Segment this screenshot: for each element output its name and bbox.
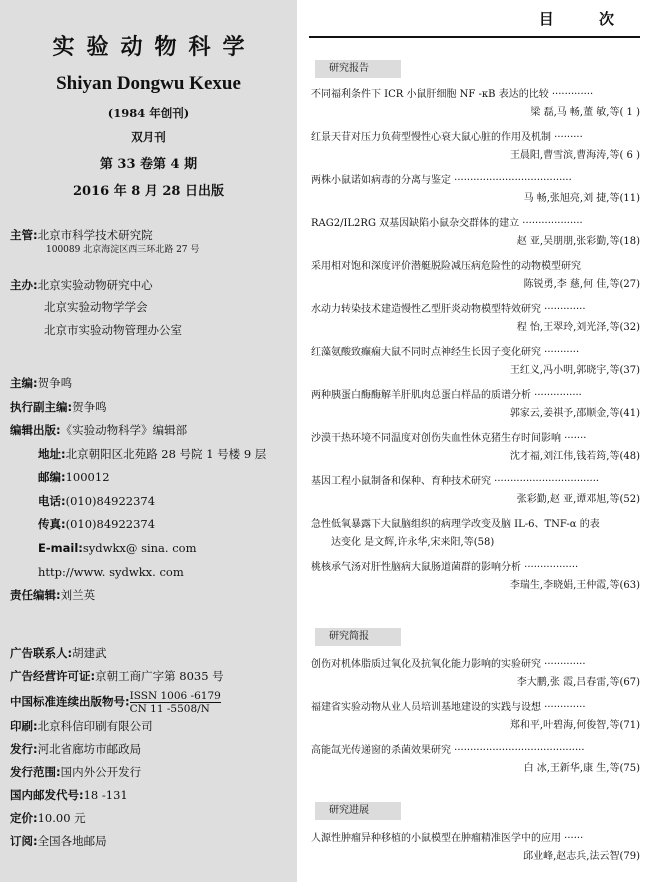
toc-entry[interactable] bbox=[311, 129, 640, 165]
toc-entry[interactable] bbox=[311, 656, 640, 692]
editor-label: 主编: bbox=[10, 376, 38, 390]
sponsor-2: 北京实验动物学学会 bbox=[44, 300, 148, 315]
publishing-block bbox=[10, 642, 224, 853]
postal-code: 18 -131 bbox=[83, 788, 128, 803]
toc-entry[interactable] bbox=[311, 699, 640, 735]
exec-editor-label: 执行副主编: bbox=[10, 399, 73, 414]
subscribe: 全国各地邮局 bbox=[37, 834, 107, 849]
article-title: RAG2/IL2RG 双基因缺陷小鼠杂交群体的建立 ··················· bbox=[311, 218, 583, 229]
toc-entry[interactable] bbox=[311, 301, 640, 337]
article-authors: 马 畅,张旭亮,刘 捷,等(11) bbox=[523, 193, 640, 204]
sponsor-label: 主办: bbox=[10, 278, 38, 292]
postcode: 100012 bbox=[65, 470, 110, 485]
publication-date: 2016 年 8 月 28 日出版 bbox=[73, 184, 224, 199]
toc-entry[interactable] bbox=[311, 215, 640, 251]
phone: (010)84922374 bbox=[65, 493, 156, 508]
issn: ISSN 1006 -6179 bbox=[129, 690, 221, 702]
toc-entry[interactable] bbox=[311, 473, 640, 509]
resp-editor-label: 责任编辑: bbox=[10, 588, 61, 603]
toc-entry[interactable] bbox=[311, 344, 640, 380]
toc-panel bbox=[309, 0, 640, 882]
ad-license: 京朝工商广字第 8035 号 bbox=[95, 669, 224, 683]
toc-entry[interactable] bbox=[311, 258, 640, 294]
website-link[interactable]: http://www. sydwkx. com bbox=[38, 564, 184, 579]
toc-entry[interactable] bbox=[311, 387, 640, 423]
serial-label: 中国标准连续出版物号: bbox=[10, 694, 130, 709]
article-title: 采用相对饱和深度评价潜艇脱险减压病危险性的动物模型研究 bbox=[311, 261, 581, 272]
article-title: 急性低氧暴露下大鼠脑组织的病理学改变及脑 IL-6、TNF-α 的表 bbox=[311, 519, 600, 530]
sponsor-block bbox=[10, 274, 182, 341]
scope: 国内外公开发行 bbox=[60, 765, 142, 780]
sponsor-1: 北京实验动物研究中心 bbox=[37, 278, 153, 292]
article-title: 创伤对机体脂质过氧化及抗氧化能力影响的实验研究 ············· bbox=[311, 659, 586, 670]
exec-editor: 贺争鸣 bbox=[72, 399, 107, 414]
ad-license-label: 广告经营许可证: bbox=[10, 669, 96, 683]
article-authors: 张彩勤,赵 亚,谭邓旭,等(52) bbox=[516, 494, 640, 505]
publisher: 《实验动物科学》编辑部 bbox=[60, 423, 188, 438]
phone-label: 电话: bbox=[38, 493, 66, 508]
article-authors: 沈才福,刘江伟,钱若筠,等(48) bbox=[509, 451, 640, 462]
price-label: 定价: bbox=[10, 811, 38, 826]
toc-entry[interactable] bbox=[311, 172, 640, 208]
toc-entry[interactable] bbox=[311, 830, 640, 866]
masthead bbox=[0, 0, 297, 199]
article-authors: 邱业峰,赵志兵,法云智(79) bbox=[523, 851, 640, 862]
article-authors: 程 怡,王翠玲,刘光泽,等(32) bbox=[516, 322, 640, 333]
founded-year: (1984 年创刊) bbox=[107, 106, 190, 120]
fax: (010)84922374 bbox=[65, 517, 156, 532]
subscribe-label: 订阅: bbox=[10, 834, 38, 849]
supervisor: 北京市科学技术研究院 bbox=[37, 228, 153, 242]
email-label: E-mail: bbox=[38, 540, 83, 555]
toc-entry[interactable] bbox=[311, 559, 640, 595]
toc-entry[interactable] bbox=[311, 86, 640, 122]
article-authors: 李瑞生,李晓娟,王仲霞,等(63) bbox=[509, 580, 640, 591]
supervisor-address: 100089 北京海淀区西三环北路 27 号 bbox=[46, 244, 200, 255]
cn-number: CN 11 -5508/N bbox=[129, 703, 210, 716]
article-title: 红藻氨酸致癫痫大鼠不同时点神经生长因子变化研究 ··········· bbox=[311, 347, 580, 358]
article-authors: 李大鹏,张 霞,吕春雷,等(67) bbox=[516, 677, 640, 688]
article-title: 两株小鼠诺如病毒的分离与鉴定 ····································· bbox=[311, 175, 572, 186]
article-title: 基因工程小鼠制备和保种、育种技术研究 ································· bbox=[311, 476, 600, 487]
fax-label: 传真: bbox=[38, 517, 66, 532]
supervisor-label: 主管: bbox=[10, 228, 38, 242]
section-brief-reports: 研究简报 bbox=[315, 628, 401, 646]
article-authors: 达变化 是文辉,许永华,宋来阳,等(58) bbox=[331, 537, 495, 548]
ad-contact: 胡建武 bbox=[72, 646, 107, 660]
article-authors: 王晨阳,曹雪滨,曹海涛,等( 6 ) bbox=[509, 150, 640, 161]
address: 北京朝阳区北苑路 28 号院 1 号楼 9 层 bbox=[65, 446, 267, 461]
email-link[interactable]: sydwkx@ sina. com bbox=[82, 540, 197, 555]
article-title: 福建省实验动物从业人员培训基地建设的实践与设想 ············· bbox=[311, 702, 586, 713]
article-title: 沙漠干热环境不同温度对创伤失血性休克猪生存时间影响 ······· bbox=[311, 433, 587, 444]
article-title: 桃核承气汤对肝性脑病大鼠肠道菌群的影响分析 ················· bbox=[311, 562, 579, 573]
article-title: 红景天苷对压力负荷型慢性心衰大鼠心脏的作用及机制 ········· bbox=[311, 132, 583, 143]
section-research-progress: 研究进展 bbox=[315, 802, 401, 820]
address-label: 地址: bbox=[38, 446, 66, 461]
serial-numbers bbox=[130, 690, 221, 715]
distributor: 河北省廊坊市邮政局 bbox=[37, 742, 142, 757]
article-title: 不同福利条件下 ICR 小鼠肝细胞 NF -κB 表达的比较 ············· bbox=[311, 89, 594, 100]
article-authors: 陈锐勇,李 慈,何 佳,等(27) bbox=[523, 279, 640, 290]
volume-issue: 第 33 卷第 4 期 bbox=[99, 157, 198, 172]
frequency: 双月刊 bbox=[131, 130, 166, 144]
sponsor-3: 北京市实验动物管理办公室 bbox=[44, 322, 182, 337]
supervisor-block bbox=[10, 228, 199, 256]
article-title: 水动力转染技术建造慢性乙型肝炎动物模型特效研究 ············· bbox=[311, 304, 586, 315]
article-authors: 王红义,冯小明,郭晓宇,等(37) bbox=[509, 365, 640, 376]
article-authors: 赵 亚,吴朋朋,张彩勤,等(18) bbox=[516, 236, 640, 247]
article-title: 人源性肿瘤异种移植的小鼠模型在肿瘤精准医学中的应用 ······ bbox=[311, 833, 584, 844]
masthead-panel bbox=[0, 0, 297, 882]
article-authors: 白 冰,王新华,康 生,等(75) bbox=[523, 763, 640, 774]
postal-code-label: 国内邮发代号: bbox=[10, 788, 84, 803]
publisher-label: 编辑出版: bbox=[10, 423, 61, 438]
article-authors: 郭家云,姜祺予,邵顺金,等(41) bbox=[509, 408, 640, 419]
editor: 贺争鸣 bbox=[37, 376, 73, 390]
article-authors: 郑和平,叶碧海,何俊智,等(71) bbox=[509, 720, 640, 731]
article-authors: 梁 磊,马 畅,董 敏,等( 1 ) bbox=[530, 107, 640, 118]
postcode-label: 邮编: bbox=[38, 470, 66, 485]
journal-title-pinyin: Shiyan Dongwu Kexue bbox=[56, 73, 241, 94]
toc-entry[interactable] bbox=[311, 516, 640, 552]
distributor-label: 发行: bbox=[10, 742, 38, 757]
article-title: 高能氙光传递窗的杀菌效果研究 ········································· bbox=[311, 745, 585, 756]
resp-editor: 刘兰英 bbox=[60, 588, 96, 603]
ad-contact-label: 广告联系人: bbox=[10, 646, 73, 660]
price: 10.00 元 bbox=[37, 811, 86, 826]
section-research-reports: 研究报告 bbox=[315, 60, 401, 78]
printer-label: 印刷: bbox=[10, 719, 38, 734]
article-title: 两种胰蛋白酶酶解羊肝肌肉总蛋白样品的质谱分析 ··············· bbox=[311, 390, 582, 401]
toc-divider bbox=[309, 36, 640, 38]
scope-label: 发行范围: bbox=[10, 765, 61, 780]
toc-entry[interactable] bbox=[311, 430, 640, 466]
toc-heading: 目 次 bbox=[538, 10, 634, 28]
printer: 北京科信印刷有限公司 bbox=[37, 719, 153, 734]
editorial-block bbox=[10, 372, 266, 608]
toc-entry[interactable] bbox=[311, 742, 640, 778]
journal-title-cn: 实验动物科学 bbox=[52, 35, 257, 60]
